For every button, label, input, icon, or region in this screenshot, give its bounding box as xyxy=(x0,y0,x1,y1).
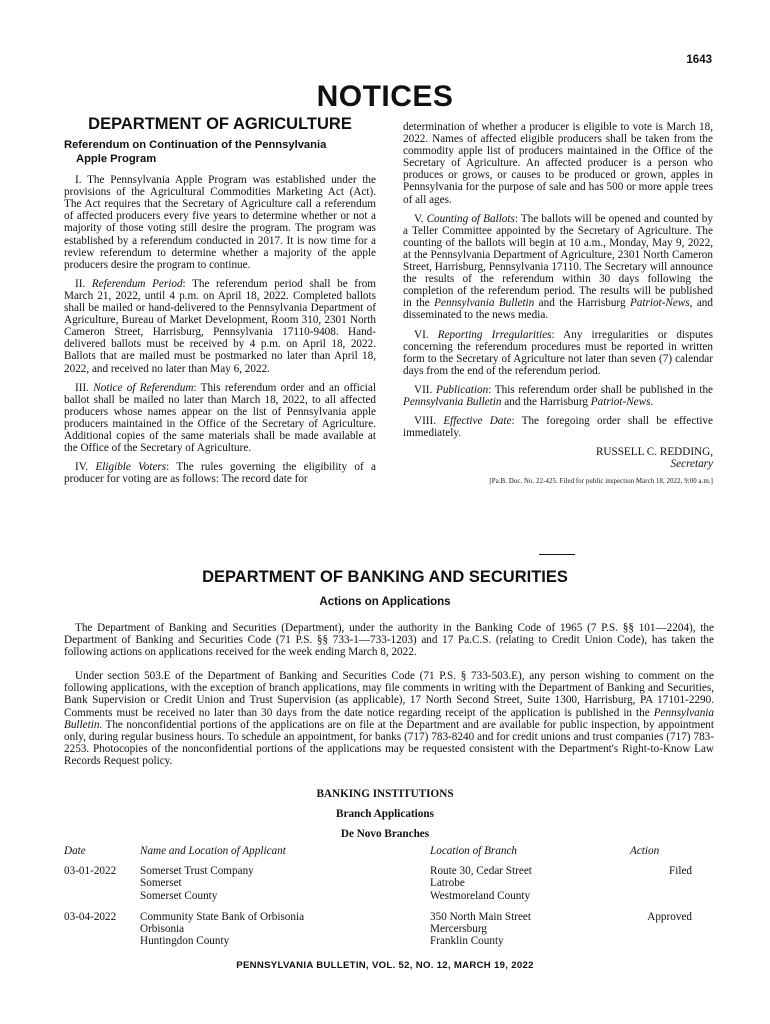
para-2-body: : The referendum period shall be from March 21, 2022, until 4 p.m. on April 18, 2022. Completed ballots shall be mailed or hand-delivered to the Pennsylvania Department of Agriculture, Bureau of Market Development, Room 310, 2301 North Cameron Street, Harrisburg, Pennsylvania 17110-9408. Hand-delivered ballots must be received by 4 p.m. on April 18, 2022. Ballots that are mailed must be postmarked no later than April 18, 2022, and received no later than May 6, 2022. xyxy=(64,277,377,375)
para-3-body: : This referendum order and an official ballot shall be mailed no later than March 18, 2022, to all affected producers whose names appear on the list of Pennsylvania apple producers maintained in the Office of the Secretary of Agriculture. Additional copies of the same materials shall be made available at the Office of the Secretary of Agriculture. xyxy=(64,381,376,455)
branch-city: Mercersburg xyxy=(430,923,487,936)
para-6-heading: Reporting Irregularities xyxy=(437,328,552,341)
table-header-row xyxy=(64,845,714,865)
agriculture-para-4-continued: determination of whether a producer is eligible to vote is March 18, 2022. Names of affected eligible producers shall be taken from the commodity apple list of producers maintained in the Office of the Secretary of Agriculture. An affected producer is a person who produces or grows, or causes to be produced or grown, apples in Pennsylvania for the purpose of sale and has 500 or more apple trees of all ages. xyxy=(403,121,713,206)
row-applicant xyxy=(140,911,430,957)
row-date: 03-01-2022 xyxy=(64,865,117,878)
para-8-body: : The foregoing order shall be effective immediately. xyxy=(403,415,713,440)
para-3-heading: Notice of Referendum xyxy=(93,381,194,394)
applicant-county: Somerset County xyxy=(140,889,218,902)
para-7-patriot-news: Patriot-News xyxy=(590,395,651,408)
header-name-location: Name and Location of Applicant xyxy=(140,845,286,857)
actions-on-applications-heading: Actions on Applications xyxy=(319,596,451,608)
para-6-body: : Any irregularities or disputes concerning the referendum procedures must be reported in written form to the Secretary of Agriculture not later than seven (7) calendar days from the end of the referendum period. xyxy=(403,328,713,377)
header-branch-location: Location of Branch xyxy=(430,845,518,857)
para-5-bulletin: Pennsylvania Bulletin xyxy=(434,297,535,310)
para-5-body-3: , and disseminated to the news media. xyxy=(403,297,713,322)
para-3-label: III. xyxy=(75,381,94,394)
agriculture-dept-title: DEPARTMENT OF AGRICULTURE xyxy=(88,115,352,133)
para-7-body-2: and the Harrisburg xyxy=(501,395,591,408)
de-novo-branches-heading: De Novo Branches xyxy=(340,828,430,840)
agriculture-para-2 xyxy=(64,278,376,375)
banking-intro-paragraph xyxy=(64,622,714,659)
table-row xyxy=(64,865,714,911)
referendum-subhead-line2: Apple Program xyxy=(76,153,157,166)
applicant-name: Community State Bank of Orbisonia xyxy=(140,910,305,923)
para-4-body: : The rules governing the eligibility of a producer for voting are as follows: The record date for xyxy=(64,461,376,486)
banking-comment-paragraph xyxy=(64,670,714,768)
signer-name: RUSSELL C. REDDING, xyxy=(595,446,713,459)
page-footer: PENNSYLVANIA BULLETIN, VOL. 52, NO. 12, MARCH 19, 2022 xyxy=(236,960,534,971)
branch-county: Westmoreland County xyxy=(430,889,531,902)
para-5-label: V. xyxy=(414,212,427,225)
agriculture-para-6 xyxy=(403,329,713,377)
para-5-body: : The ballots will be opened and counted by a Teller Committee appointed by the Secretary of Agriculture. The counting of the ballots will begin at 10 a.m., Monday, May 9, 2022, at the Pennsylvania Department of Agriculture, 2301 North Cameron Street, Harrisburg, Pennsylvania 17110. The Secretary will announce the results of the referendum within 30 days following the completion of the referendum period. The results will be published in the xyxy=(403,212,713,310)
para-7-body-3: . xyxy=(650,395,654,408)
banking-institutions-heading: BANKING INSTITUTIONS xyxy=(316,788,454,800)
agriculture-para-5 xyxy=(403,213,713,322)
agriculture-left-column xyxy=(64,115,377,492)
branch-address: 350 North Main Street xyxy=(430,910,531,923)
para-7-heading: Publication xyxy=(436,383,489,396)
para-7-bulletin: Pennsylvania Bulletin xyxy=(403,395,502,408)
row-applicant xyxy=(140,865,430,911)
doc-filing-note: [Pa.B. Doc. No. 22-425. Filed for public inspection March 18, 2022, 9:00 a.m.] xyxy=(489,478,713,486)
branch-county: Franklin County xyxy=(430,935,504,948)
comment-text-1: Under section 503.E of the Department of Banking and Securities Code (71 P.S. § 733-503.E), any person wishing to comment on the following applications, with the exception of branch applications, may file comments in writing with the Department of Banking and Securities, Bank Supervision or Credit Union and Trust Supervision (as applicable), 17 North Second Street, Suite 1300, Harrisburg, PA 17101-2290. Comments must be received no later than 30 days from the date notice regarding receipt of the application is published in the xyxy=(64,670,714,719)
branch-applications-heading: Branch Applications xyxy=(336,808,434,820)
row-action: Approved xyxy=(647,910,692,923)
referendum-subhead-line1: Referendum on Continuation of the Pennsylvania xyxy=(64,139,327,152)
page-number: 1643 xyxy=(686,54,712,66)
branch-city: Latrobe xyxy=(430,877,465,890)
applicant-city: Orbisonia xyxy=(140,923,185,936)
applicant-city: Somerset xyxy=(140,877,182,890)
comment-bulletin: Pennsylvania Bulletin xyxy=(64,706,714,731)
branch-address: Route 30, Cedar Street xyxy=(430,865,532,878)
applicant-name: Somerset Trust Company xyxy=(140,865,254,878)
para-4-heading: Eligible Voters xyxy=(95,461,167,474)
agriculture-para-8 xyxy=(403,415,713,439)
para-5-body-2: and the Harrisburg xyxy=(534,297,630,310)
para-4-label: IV. xyxy=(75,461,96,474)
agriculture-para-4 xyxy=(64,461,376,485)
row-date: 03-04-2022 xyxy=(64,910,117,923)
section-divider xyxy=(539,554,575,555)
row-branch-location xyxy=(430,911,630,957)
referendum-subhead xyxy=(64,138,376,166)
para-6-label: VI. xyxy=(414,328,438,341)
para-8-heading: Effective Date xyxy=(443,415,512,428)
agriculture-right-column xyxy=(403,121,713,489)
banking-dept-title: DEPARTMENT OF BANKING AND SECURITIES xyxy=(202,568,568,586)
row-action: Filed xyxy=(669,865,692,878)
row-branch-location xyxy=(430,865,630,911)
header-action: Action xyxy=(630,845,660,857)
notices-title: NOTICES xyxy=(316,80,454,113)
agriculture-para-3 xyxy=(64,382,376,455)
para-7-label: VII. xyxy=(414,383,436,396)
banking-comment-text xyxy=(64,670,714,768)
para-2-heading: Referendum Period xyxy=(91,277,183,290)
agriculture-para-1: I. The Pennsylvania Apple Program was established under the provisions of the Agricultural Commodities Marketing Act (Act). The Act requires that the Secretary of Agriculture call a referendum of affected producers every five years to determine whether or not a majority of those voting still desire the program. The program was established by a referendum conducted in 2017. It is now time for a review referendum to determine whether a majority of the apple producers desire the program to continue. xyxy=(64,174,376,271)
para-5-patriot-news: Patriot-News xyxy=(629,297,690,310)
agriculture-para-7 xyxy=(403,384,713,408)
banking-intro-text: The Department of Banking and Securities (Department), under the authority in the Banking Code of 1965 (7 P.S. §§ 101—2204), the Department of Banking and Securities Code (71 P.S. §§ 733-1—733-1203) and 17 Pa.C.S. (relating to Credit Union Code), has taken the following actions on applications received for the week ending March 8, 2022. xyxy=(64,622,714,659)
comment-text-2: . The nonconfidential portions of the applications are on file at the Department and are available for public inspection, by appointment only, during regular business hours. To schedule an appointment, for banks (717) 783-8240 and for credit unions and trust companies (717) 783-2253. Photocopies of the nonconfidential portions of the applications may be requested consistent with the Department's Right-to-Know Law Records Request policy. xyxy=(64,718,714,768)
signer-title: Secretary xyxy=(670,458,713,471)
para-7-body: : This referendum order shall be published in the xyxy=(488,383,713,396)
header-date: Date xyxy=(64,845,86,857)
table-row xyxy=(64,911,714,957)
para-8-label: VIII. xyxy=(414,415,444,428)
para-2-label: II. xyxy=(75,277,92,290)
para-5-heading: Counting of Ballots xyxy=(426,212,515,225)
applicant-county: Huntingdon County xyxy=(140,935,230,948)
applications-table xyxy=(64,845,714,956)
